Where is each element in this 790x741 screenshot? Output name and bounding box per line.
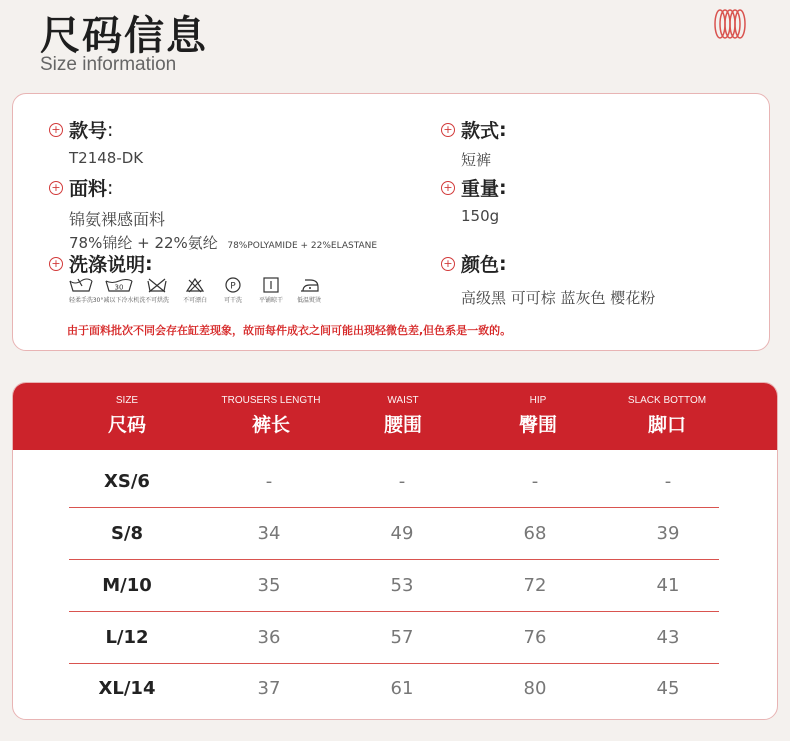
care-no-tumble bbox=[141, 277, 173, 304]
color-label: 颜色 bbox=[461, 254, 500, 276]
care-label: 轻柔手洗 bbox=[68, 297, 93, 304]
fabric-composition-cn: 78%锦纶 + 22%氨纶 bbox=[69, 234, 218, 252]
fabric-value: 锦氨裸感面料 bbox=[69, 210, 166, 229]
weight-label: 重量 bbox=[461, 178, 500, 200]
column-cn: 尺码 bbox=[107, 414, 146, 436]
table-row bbox=[69, 612, 719, 664]
table-cell: 61 bbox=[390, 678, 414, 699]
plus-circle-icon: + bbox=[49, 123, 63, 137]
no-tumble-dry-icon bbox=[146, 277, 168, 293]
table-cell: 45 bbox=[656, 678, 680, 699]
column-cn: 脚口 bbox=[647, 414, 686, 436]
flat-dry-icon bbox=[262, 277, 280, 293]
fabric-label: 面料 bbox=[69, 178, 108, 200]
table-cell-size: XS/6 bbox=[104, 471, 150, 492]
table-row bbox=[69, 456, 719, 508]
washing-field bbox=[49, 250, 153, 277]
table-cell: 37 bbox=[257, 678, 281, 699]
color-variance-note: 由于面料批次不同会存在缸差现象，故而每件成衣之间可能出现轻微色差,但色系是一致的。 bbox=[67, 324, 512, 337]
column-cn: 臀围 bbox=[518, 414, 557, 436]
style-no-field bbox=[49, 116, 143, 167]
table-cell: 35 bbox=[257, 575, 281, 596]
table-cell-size: L/12 bbox=[105, 627, 149, 648]
care-label: 30°减以下冷水机洗 bbox=[92, 297, 146, 304]
care-label: 不可漂白 bbox=[182, 297, 207, 304]
table-cell: 76 bbox=[523, 627, 547, 648]
care-icons bbox=[65, 277, 325, 304]
colon: : bbox=[145, 252, 153, 275]
table-cell: 36 bbox=[257, 627, 281, 648]
table-cell: 43 bbox=[656, 627, 680, 648]
care-label: 低温熨烫 bbox=[296, 297, 321, 304]
page-subtitle: Size information bbox=[40, 54, 177, 75]
care-low-iron bbox=[293, 277, 325, 304]
column-en: TROUSERS LENGTH bbox=[221, 395, 321, 406]
care-flat-dry bbox=[255, 277, 287, 304]
fabric-composition-en: 78%POLYAMIDE + 22%ELASTANE bbox=[227, 241, 378, 251]
column-en: HIP bbox=[529, 395, 547, 406]
weight-field bbox=[441, 174, 507, 225]
column-cn: 裤长 bbox=[251, 414, 290, 436]
no-bleach-icon bbox=[185, 277, 205, 293]
table-cell: 34 bbox=[257, 523, 281, 544]
colon: : bbox=[107, 176, 114, 199]
care-label: 平铺晾干 bbox=[258, 297, 283, 304]
table-row bbox=[69, 508, 719, 560]
table-cell: 53 bbox=[390, 575, 414, 596]
weight-value: 150g bbox=[461, 207, 500, 225]
washing-label: 洗涤说明 bbox=[69, 254, 146, 276]
page-title: 尺码信息 bbox=[40, 13, 208, 59]
table-cell: 72 bbox=[523, 575, 547, 596]
table-cell-size: M/10 bbox=[102, 575, 152, 596]
table-cell: 41 bbox=[656, 575, 680, 596]
colon: : bbox=[499, 118, 507, 141]
table-cell-size: S/8 bbox=[110, 523, 144, 544]
size-table-header bbox=[13, 383, 778, 450]
care-machine-wash bbox=[92, 277, 146, 304]
column-en: SLACK BOTTOM bbox=[627, 395, 707, 406]
care-label: 不可烘洗 bbox=[144, 297, 169, 304]
column-header-trousers-length bbox=[201, 395, 341, 437]
care-glyph-30: 30 bbox=[114, 283, 124, 292]
table-row bbox=[69, 560, 719, 612]
hand-wash-icon bbox=[68, 277, 94, 293]
color-field bbox=[441, 250, 655, 308]
machine-wash-30-icon bbox=[104, 277, 134, 293]
column-header-size bbox=[57, 395, 197, 437]
style-no-value: T2148-DK bbox=[69, 149, 144, 167]
product-info-card bbox=[12, 93, 770, 351]
decorative-rings-icon bbox=[712, 8, 748, 40]
table-cell: - bbox=[531, 471, 539, 492]
dry-clean-p-icon bbox=[224, 277, 242, 293]
plus-circle-icon: + bbox=[441, 257, 455, 271]
plus-circle-icon: + bbox=[49, 257, 63, 271]
colon: : bbox=[107, 118, 114, 141]
table-cell: - bbox=[664, 471, 672, 492]
column-header-hip bbox=[468, 395, 608, 437]
table-cell: - bbox=[398, 471, 406, 492]
table-cell: 57 bbox=[390, 627, 414, 648]
size-table bbox=[12, 382, 778, 720]
plus-circle-icon: + bbox=[441, 123, 455, 137]
style-value: 短裤 bbox=[461, 151, 492, 169]
care-dry-clean bbox=[217, 277, 249, 304]
table-cell: 68 bbox=[523, 523, 547, 544]
care-label: 可干洗 bbox=[223, 297, 242, 304]
fabric-field bbox=[49, 174, 377, 253]
style-no-label: 款号 bbox=[69, 120, 108, 142]
column-header-waist bbox=[333, 395, 473, 437]
plus-circle-icon: + bbox=[441, 181, 455, 195]
colon: : bbox=[499, 252, 507, 275]
color-value: 高级黑 可可棕 蓝灰色 樱花粉 bbox=[461, 289, 656, 307]
low-iron-icon bbox=[298, 277, 320, 293]
plus-circle-icon: + bbox=[49, 181, 63, 195]
table-cell: 80 bbox=[523, 678, 547, 699]
column-header-slack-bottom bbox=[597, 395, 737, 437]
table-cell: - bbox=[265, 471, 273, 492]
table-cell: 49 bbox=[390, 523, 414, 544]
style-label: 款式 bbox=[461, 120, 500, 142]
style-field bbox=[441, 116, 507, 170]
care-no-bleach bbox=[179, 277, 211, 304]
table-row bbox=[69, 663, 719, 714]
care-glyph-p: P bbox=[230, 281, 236, 292]
column-en: WAIST bbox=[387, 395, 419, 406]
table-cell-size: XL/14 bbox=[98, 678, 156, 699]
column-en: SIZE bbox=[115, 395, 139, 406]
colon: : bbox=[499, 176, 507, 199]
column-cn: 腰围 bbox=[383, 414, 422, 436]
table-cell: 39 bbox=[656, 523, 680, 544]
